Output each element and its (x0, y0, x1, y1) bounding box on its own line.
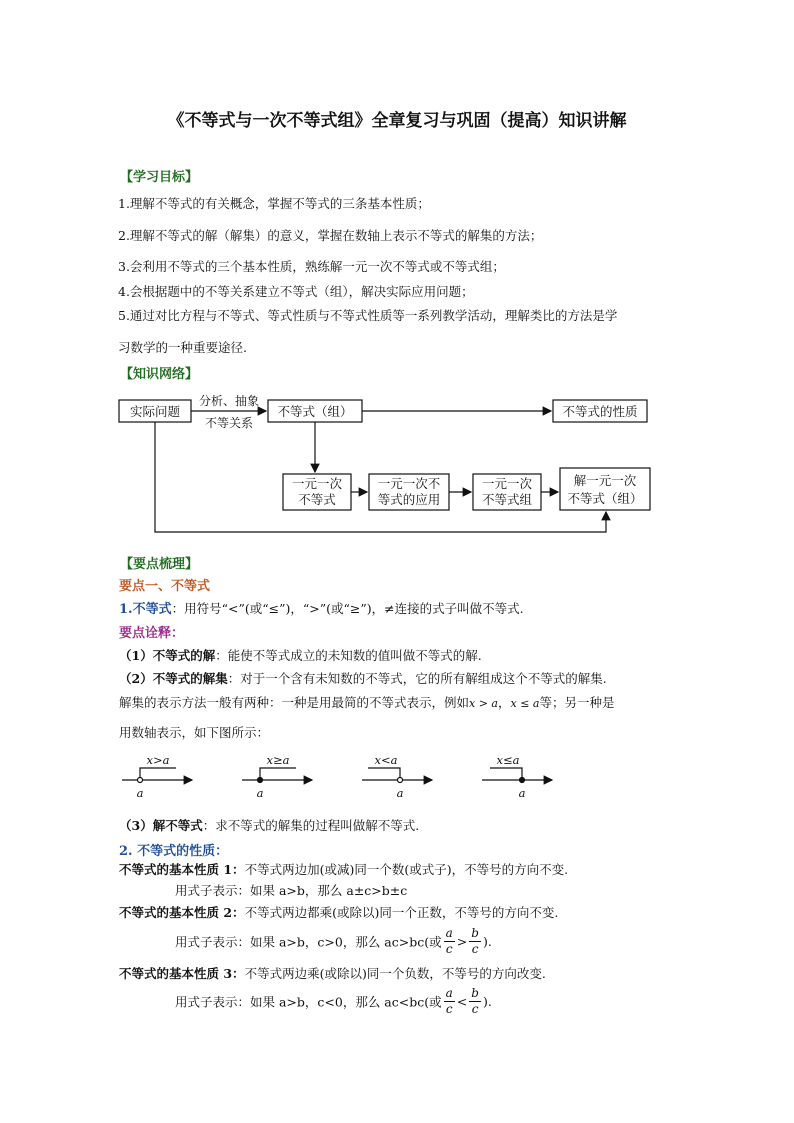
svg-text:不等式（组）: 不等式（组） (567, 491, 643, 506)
objective-item: 3.会利用不等式的三个基本性质，熟练解一元一次不等式或不等式组； (118, 259, 505, 274)
property-2-expression: 用式子表示：如果 a>b，c>0，那么 ac>bc(或 $\frac{a}{c}$ > $\frac{b}{c}$ ). (175, 926, 492, 956)
axis-point: a (396, 786, 404, 800)
solution-bracket (490, 768, 522, 780)
note-1: （1）不等式的解：能使不等式成立的未知数的值叫做不等式的解. (119, 648, 482, 663)
svg-text:不等式组: 不等式组 (481, 492, 533, 507)
svg-text:一元一次: 一元一次 (481, 476, 533, 491)
fraction-b-over-c: $\frac{b}{c}$ (471, 926, 479, 956)
knowledge-network-diagram (116, 388, 656, 538)
property-1-expression: 用式子表示：如果 a>b，那么 a±c>b±c (175, 883, 408, 898)
solution-bracket (260, 768, 296, 780)
point-two-heading: 2. 不等式的性质： (119, 844, 229, 859)
closed-dot (258, 778, 263, 783)
axis-point: a (256, 786, 264, 800)
objective-item: 2.理解不等式的解（解集）的意义，掌握在数轴上表示不等式的解集的方法； (118, 228, 543, 243)
network-heading: 【知识网络】 (120, 367, 199, 382)
objective-item: 5.通过对比方程与不等式、等式性质与不等式性质等一系列教学活动，理解类比的方法是学 (118, 308, 618, 323)
property-3: 不等式的基本性质 3：不等式两边乘(或除以)同一个负数，不等号的方向改变. (119, 966, 546, 981)
svg-text:一元一次不: 一元一次不 (377, 476, 441, 491)
fraction-b-over-c: $\frac{b}{c}$ (471, 986, 479, 1016)
svg-text:不等式: 不等式 (298, 492, 336, 507)
svg-text:等式的应用: 等式的应用 (377, 492, 441, 507)
property-1: 不等式的基本性质 1：不等式两边加(或减)同一个数(或式子)，不等号的方向不变. (119, 862, 569, 877)
page-title: 《不等式与一次不等式组》全章复习与巩固（提高）知识讲解 (167, 111, 627, 131)
number-line-diagrams (118, 752, 558, 802)
label-properties: 不等式的性质 (562, 404, 638, 419)
objective-item: 1.理解不等式的有关概念，掌握不等式的三条基本性质； (118, 196, 430, 211)
objective-item: 习数学的一种重要途径. (118, 340, 247, 355)
open-dot (398, 778, 403, 783)
fraction-a-over-c: $\frac{a}{c}$ (445, 926, 453, 956)
label-inequality: 不等式（组） (277, 404, 353, 419)
objective-item: 4.会根据题中的不等关系建立不等式（组），解决实际应用问题； (118, 284, 474, 299)
axis-point: a (136, 786, 144, 800)
open-dot (138, 778, 143, 783)
keypoints-heading: 【要点梳理】 (120, 557, 199, 572)
svg-text:一元一次: 一元一次 (291, 476, 343, 491)
note-2-line2: 解集的表示方法一般有两种：一种是用最简的不等式表示，例如x > a，x ≤ a等；另一种是 (119, 695, 615, 710)
point-one-heading: 要点一、不等式 (119, 579, 211, 594)
solution-bracket (368, 768, 400, 780)
definition-line: 1.不等式：用符号“<”(或“≤”)，“>”(或“≥”)，≠连接的式子叫做不等式. (119, 601, 524, 617)
property-3-expression: 用式子表示：如果 a>b，c<0，那么 ac<bc(或 $\frac{a}{c}$ < $\frac{b}{c}$ ). (175, 986, 492, 1016)
axis-label: x>a (146, 753, 170, 767)
fraction-a-over-c: $\frac{a}{c}$ (445, 986, 453, 1016)
axis-label: x≤a (496, 753, 520, 767)
axis-point: a (518, 786, 526, 800)
axis-label: x≥a (266, 753, 290, 767)
objectives-heading: 【学习目标】 (120, 170, 199, 185)
note-2: （2）不等式的解集：对于一个含有未知数的不等式，它的所有解组成这个不等式的解集. (119, 671, 607, 686)
note-heading: 要点诠释： (119, 626, 185, 641)
svg-text:解一元一次: 解一元一次 (573, 473, 637, 488)
property-2: 不等式的基本性质 2：不等式两边都乘(或除以)同一个正数，不等号的方向不变. (119, 905, 559, 920)
label-actual: 实际问题 (129, 404, 181, 419)
note-3: （3）解不等式：求不等式的解集的过程叫做解不等式. (119, 818, 420, 833)
label-abstract: 分析、抽象 (198, 394, 260, 408)
solution-bracket (140, 768, 176, 780)
closed-dot (520, 778, 525, 783)
axis-label: x<a (374, 753, 398, 767)
label-relation: 不等关系 (204, 416, 254, 430)
note-2-line3: 用数轴表示，如下图所示： (119, 725, 270, 740)
